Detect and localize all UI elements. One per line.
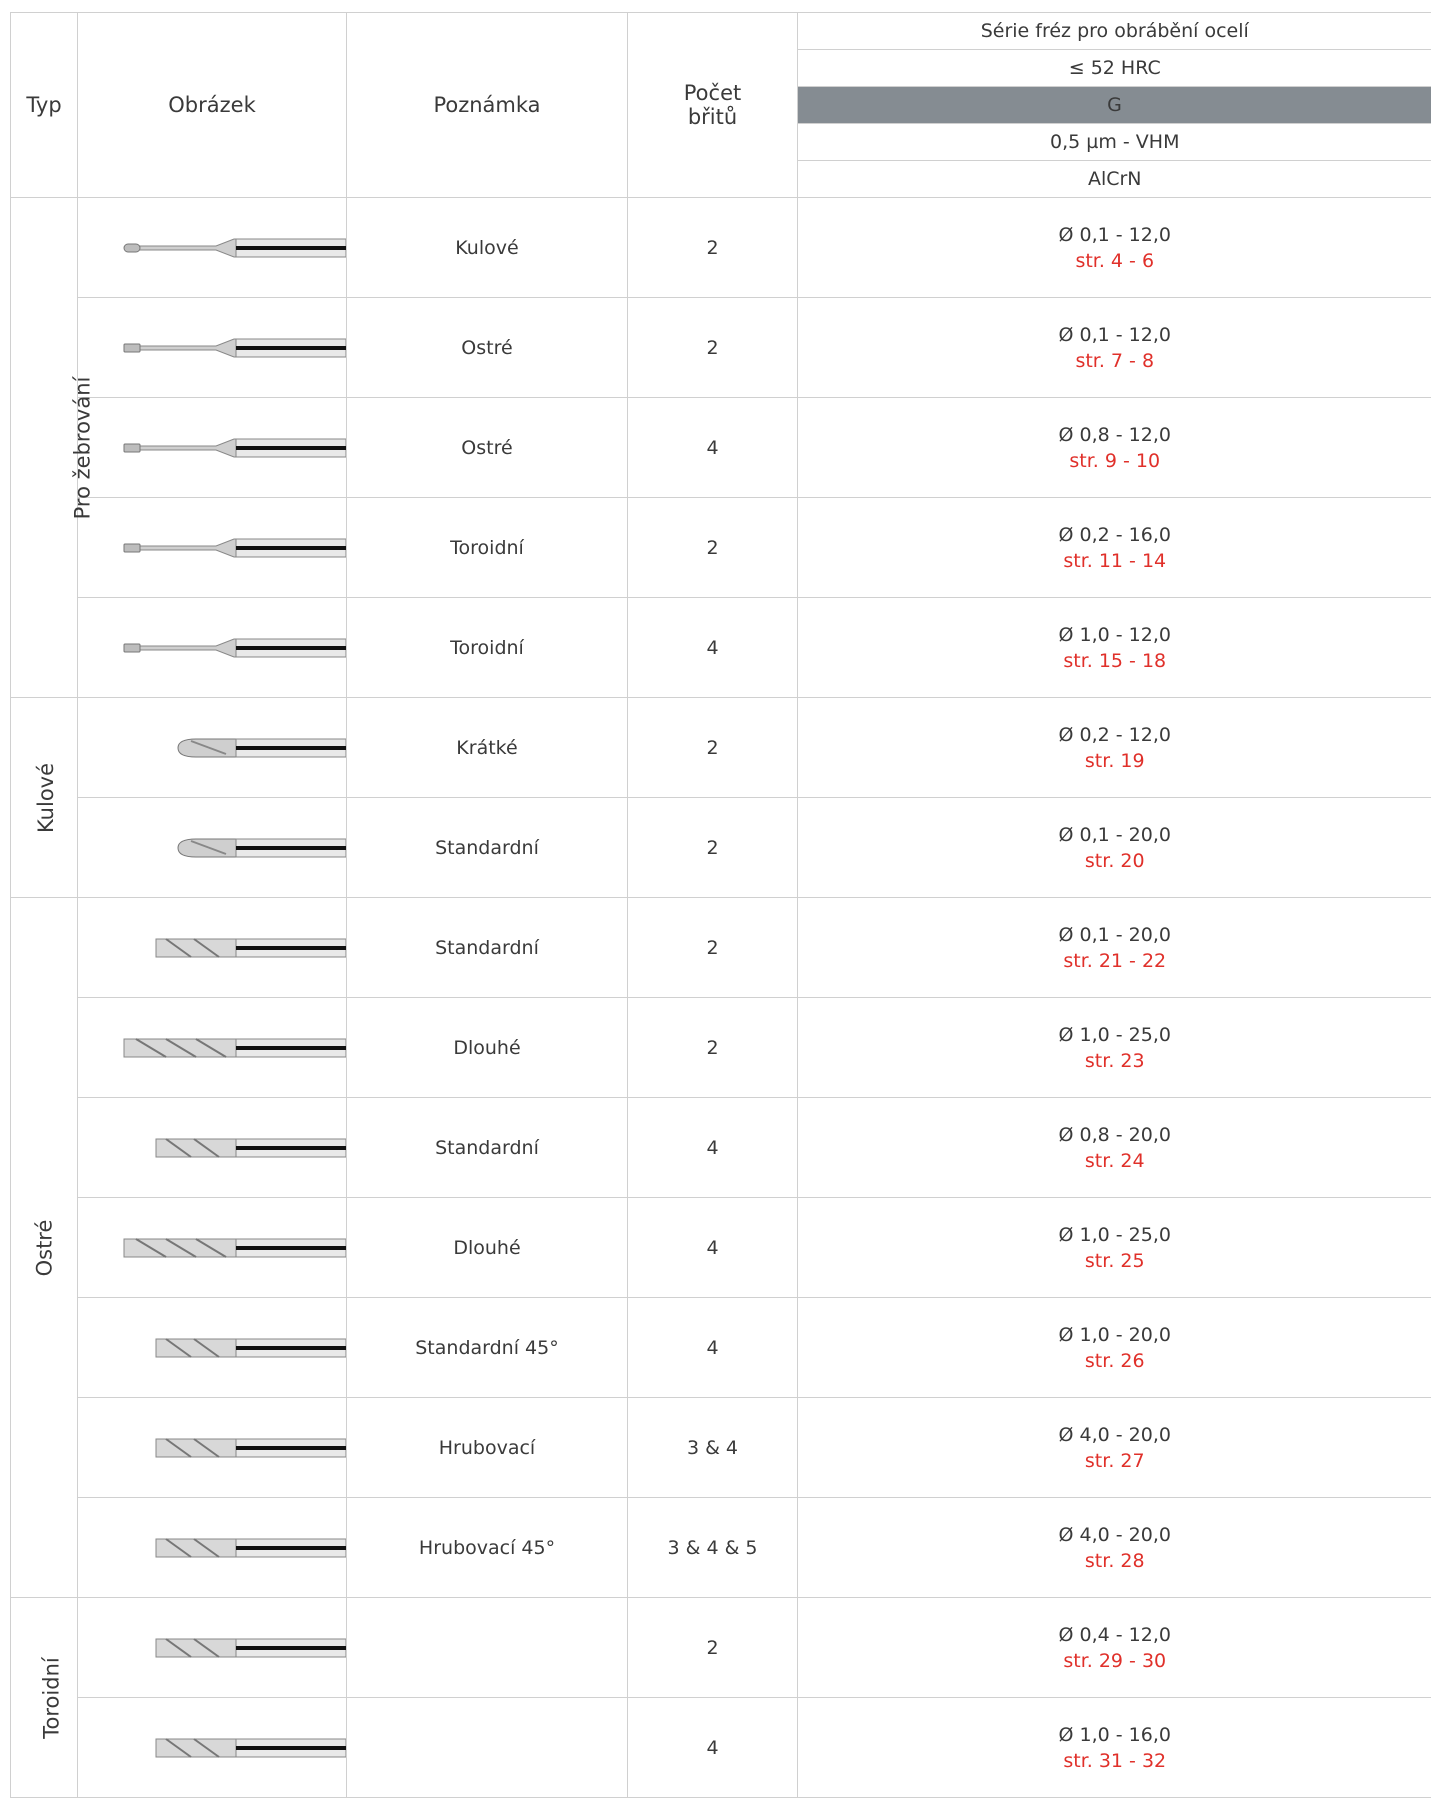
- table-row: [11, 298, 1431, 398]
- page-reference-link[interactable]: str. 26: [1084, 1349, 1145, 1372]
- flutes-cell: 2: [628, 498, 798, 598]
- note-cell: Krátké: [347, 698, 628, 798]
- diameter-range-cell: [798, 1598, 1431, 1698]
- group-type-label: Kulové: [34, 762, 59, 833]
- tool-image-cell: [78, 1498, 347, 1598]
- header-hrc: ≤ 52 HRC: [798, 50, 1431, 87]
- group-type-label: Pro žebrování: [70, 376, 95, 519]
- diameter-range: Ø 0,2 - 12,0: [1058, 723, 1171, 746]
- page-reference-link[interactable]: str. 9 - 10: [1069, 449, 1161, 472]
- diameter-range: Ø 1,0 - 25,0: [1058, 1223, 1171, 1246]
- tool-image-cell: [78, 698, 347, 798]
- group-type-cell: [11, 898, 78, 1598]
- table-row: [11, 998, 1431, 1098]
- tool-image-cell: [78, 898, 347, 998]
- flutes-cell: 3 & 4 & 5: [628, 1498, 798, 1598]
- flutes-cell: 4: [628, 598, 798, 698]
- flutes-cell: 2: [628, 198, 798, 298]
- diameter-range: Ø 1,0 - 20,0: [1058, 1323, 1171, 1346]
- flutes-cell: 4: [628, 1698, 798, 1798]
- diameter-range-cell: [798, 1298, 1431, 1398]
- flutes-cell: 2: [628, 1598, 798, 1698]
- flutes-cell: 4: [628, 1198, 798, 1298]
- tool-image-cell: [78, 598, 347, 698]
- group-type-label: Ostré: [31, 1219, 56, 1276]
- diameter-range-cell: [798, 1698, 1431, 1798]
- diameter-range: Ø 0,1 - 12,0: [1058, 323, 1171, 346]
- diameter-range: Ø 0,1 - 12,0: [1058, 223, 1171, 246]
- page-reference-link[interactable]: str. 23: [1084, 1049, 1145, 1072]
- note-cell: Hrubovací 45°: [347, 1498, 628, 1598]
- diameter-range-cell: [798, 898, 1431, 998]
- flutes-cell: 2: [628, 898, 798, 998]
- page-reference-link[interactable]: str. 31 - 32: [1063, 1749, 1167, 1772]
- table-row: [11, 198, 1431, 298]
- group-type-cell: [11, 698, 78, 898]
- flutes-cell: 4: [628, 1098, 798, 1198]
- tool-image-cell: [78, 1298, 347, 1398]
- diameter-range-cell: [798, 498, 1431, 598]
- note-cell: Standardní: [347, 898, 628, 998]
- table-row: [11, 798, 1431, 898]
- tool-image-cell: [78, 1098, 347, 1198]
- table-row: [11, 1498, 1431, 1598]
- flutes-cell: 4: [628, 398, 798, 498]
- page-reference-link[interactable]: str. 4 - 6: [1075, 249, 1155, 272]
- tool-image-cell: [78, 998, 347, 1098]
- page-reference-link[interactable]: str. 21 - 22: [1063, 949, 1167, 972]
- tool-image-cell: [78, 1198, 347, 1298]
- product-table: [10, 12, 1431, 1798]
- page-reference-link[interactable]: str. 25: [1084, 1249, 1145, 1272]
- diameter-range-cell: [798, 1098, 1431, 1198]
- diameter-range-cell: [798, 698, 1431, 798]
- table-row: [11, 498, 1431, 598]
- table-row: [11, 698, 1431, 798]
- diameter-range: Ø 4,0 - 20,0: [1058, 1523, 1171, 1546]
- page-reference-link[interactable]: str. 20: [1084, 849, 1145, 872]
- diameter-range: Ø 1,0 - 25,0: [1058, 1023, 1171, 1046]
- header-serie: Série fréz pro obrábění ocelí: [798, 13, 1431, 50]
- note-cell: Standardní: [347, 1098, 628, 1198]
- diameter-range: Ø 1,0 - 12,0: [1058, 623, 1171, 646]
- diameter-range-cell: [798, 998, 1431, 1098]
- tool-image-cell: [78, 298, 347, 398]
- note-cell: Ostré: [347, 298, 628, 398]
- table-row: [11, 1598, 1431, 1698]
- note-cell: Dlouhé: [347, 1198, 628, 1298]
- diameter-range-cell: [798, 398, 1431, 498]
- diameter-range: Ø 0,4 - 12,0: [1058, 1623, 1171, 1646]
- header-grade: G: [798, 87, 1431, 124]
- page-reference-link[interactable]: str. 11 - 14: [1063, 549, 1167, 572]
- diameter-range: Ø 4,0 - 20,0: [1058, 1423, 1171, 1446]
- diameter-range: Ø 0,2 - 16,0: [1058, 523, 1171, 546]
- page-reference-link[interactable]: str. 29 - 30: [1063, 1649, 1167, 1672]
- table-row: [11, 398, 1431, 498]
- tool-image-cell: [78, 798, 347, 898]
- diameter-range: Ø 0,1 - 20,0: [1058, 923, 1171, 946]
- page-reference-link[interactable]: str. 19: [1084, 749, 1145, 772]
- page-reference-link[interactable]: str. 15 - 18: [1063, 649, 1167, 672]
- table-row: [11, 598, 1431, 698]
- table-row: [11, 1698, 1431, 1798]
- header-pocet-britu: Počet břitů: [628, 13, 798, 198]
- flutes-cell: 2: [628, 998, 798, 1098]
- diameter-range: Ø 0,1 - 20,0: [1058, 823, 1171, 846]
- table-body: [11, 198, 1431, 1798]
- diameter-range-cell: [798, 198, 1431, 298]
- flutes-cell: 2: [628, 798, 798, 898]
- note-cell: Hrubovací: [347, 1398, 628, 1498]
- header-substrate: 0,5 µm - VHM: [798, 124, 1431, 161]
- page-reference-link[interactable]: str. 27: [1084, 1449, 1145, 1472]
- tool-image-cell: [78, 398, 347, 498]
- diameter-range-cell: [798, 1198, 1431, 1298]
- note-cell: Toroidní: [347, 498, 628, 598]
- tool-image-cell: [78, 498, 347, 598]
- tool-image-cell: [78, 1598, 347, 1698]
- diameter-range-cell: [798, 598, 1431, 698]
- group-type-label: Toroidní: [39, 1656, 64, 1739]
- note-cell: Toroidní: [347, 598, 628, 698]
- note-cell: [347, 1598, 628, 1698]
- table-row: [11, 1098, 1431, 1198]
- group-type-cell: [11, 1598, 78, 1798]
- note-cell: [347, 1698, 628, 1798]
- header-obrazek: Obrázek: [78, 13, 347, 198]
- note-cell: Ostré: [347, 398, 628, 498]
- table-row: [11, 1198, 1431, 1298]
- flutes-cell: 2: [628, 298, 798, 398]
- flutes-cell: 4: [628, 1298, 798, 1398]
- header-coating: AlCrN: [798, 161, 1431, 198]
- diameter-range-cell: [798, 298, 1431, 398]
- table-row: [11, 1298, 1431, 1398]
- page-reference-link[interactable]: str. 24: [1084, 1149, 1145, 1172]
- note-cell: Standardní 45°: [347, 1298, 628, 1398]
- tool-image-cell: [78, 1698, 347, 1798]
- diameter-range-cell: [798, 798, 1431, 898]
- group-type-cell: [11, 198, 95, 698]
- header-typ: Typ: [11, 13, 78, 198]
- note-cell: Dlouhé: [347, 998, 628, 1098]
- page-reference-link[interactable]: str. 28: [1084, 1549, 1145, 1572]
- table-row: [11, 898, 1431, 998]
- diameter-range-cell: [798, 1398, 1431, 1498]
- flutes-cell: 3 & 4: [628, 1398, 798, 1498]
- table-row: [11, 1398, 1431, 1498]
- flutes-cell: 2: [628, 698, 798, 798]
- diameter-range: Ø 0,8 - 12,0: [1058, 423, 1171, 446]
- page-reference-link[interactable]: str. 7 - 8: [1075, 349, 1155, 372]
- diameter-range: Ø 1,0 - 16,0: [1058, 1723, 1171, 1746]
- tool-image-cell: [78, 1398, 347, 1498]
- header-poznamka: Poznámka: [347, 13, 628, 198]
- note-cell: Kulové: [347, 198, 628, 298]
- tool-image-cell: [78, 198, 347, 298]
- diameter-range: Ø 0,8 - 20,0: [1058, 1123, 1171, 1146]
- diameter-range-cell: [798, 1498, 1431, 1598]
- note-cell: Standardní: [347, 798, 628, 898]
